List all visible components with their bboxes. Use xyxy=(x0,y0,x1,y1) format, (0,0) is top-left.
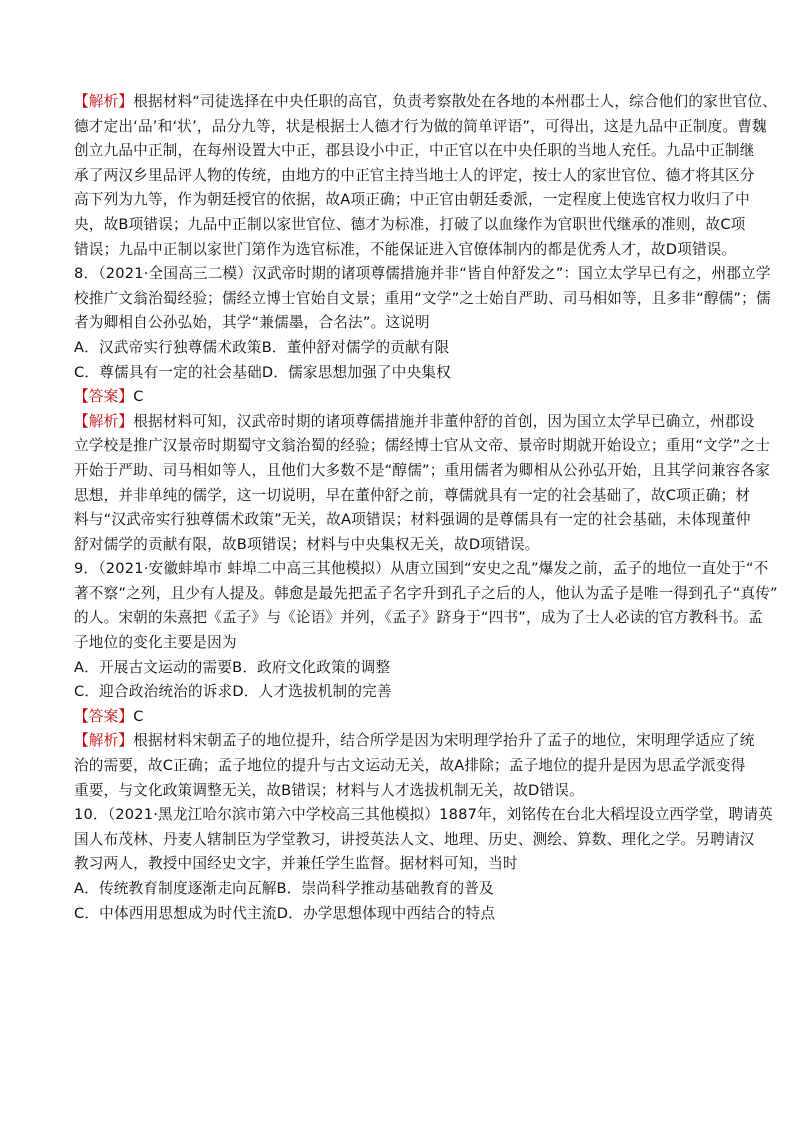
text-line xyxy=(74,410,755,435)
text-line xyxy=(74,779,744,804)
question-line xyxy=(74,287,771,312)
text-line xyxy=(74,459,771,484)
line-text: 根据材料“司徒选择在中央任职的高官，负责考察散处在各地的本州郡士人，综合他们的家世官位、 xyxy=(133,93,778,110)
line-text: C．尊儒具有一定的社会基础D．儒家思想加强了中央集权 xyxy=(74,363,451,381)
option-line xyxy=(74,656,744,681)
line-text: 高下列为九等，作为朝廷授官的依据，故A项正确；中正官由朝廷委派，一定程度上使选官权力收归了中 xyxy=(74,191,750,209)
line-text: 的人。宋朝的朱熹把《孟子》与《论语》并列，《孟子》跻身于“四书”，成为了士人必读的官方教科书。孟 xyxy=(74,609,763,627)
line-text: A．开展古文运动的需要B．政府文化政策的调整 xyxy=(74,658,391,676)
line-text: 教习两人，教授中国经史文字，并兼任学生监督。据材料可知，当时 xyxy=(74,855,518,873)
line-text: C．迎合政治统治的诉求D．人才选拔机制的完善 xyxy=(74,683,392,701)
line-text: A．汉武帝实行独尊儒术政策B．董仲舒对儒学的贡献有限 xyxy=(74,338,450,356)
text-line xyxy=(74,533,744,558)
question-line xyxy=(74,631,744,656)
option-line xyxy=(74,336,744,361)
text-line xyxy=(74,188,750,213)
text-line xyxy=(74,139,755,164)
line-text: 国人布茂林、丹麦人辖制臣为学堂教习，讲授英法人文、地理、历史、测绘、算数、理化之学。另聘请汉 xyxy=(74,830,755,848)
line-text: 著不察”之列，且少有人提及。韩愈是最先把孟子名字升到孔子之后的人，他认为孟子是唯一得到孔子“真传” xyxy=(74,584,778,602)
text-line xyxy=(74,213,744,238)
question-line xyxy=(74,557,769,582)
answer-tag: 【答案】 xyxy=(74,388,134,406)
analysis-tag: 【解析】 xyxy=(74,93,134,110)
text-line xyxy=(74,90,778,115)
line-text: 央，故B项错误；九品中正制以家世官位、德才为标准，打破了以血缘作为官职世代继承的准则，故C项 xyxy=(74,215,746,233)
option-line xyxy=(74,902,744,927)
line-text: C．中体西用思想成为时代主流D．办学思想体现中西结合的特点 xyxy=(74,904,496,922)
line-text: 8．（2021·全国高三二模）汉武帝时期的诸项尊儒措施并非“皆自仲舒发之”：国立太学早已有之，州郡立学 xyxy=(74,265,771,283)
line-text: 根据材料可知，汉武帝时期的诸项尊儒措施并非董仲舒的首创，因为国立太学早已确立，州郡设 xyxy=(133,412,755,430)
line-text: 校推广文翁治蜀经验；儒经立博士官始自文景；重用“文学”之士始自严助、司马相如等，且多非“醇儒”；儒 xyxy=(74,289,771,307)
question-line xyxy=(74,311,744,336)
line-text: A．传统教育制度逐渐走向瓦解B．崇尚科学推动基础教育的普及 xyxy=(74,880,494,897)
line-text: 料与“汉武帝实行独尊儒术政策”无关，故A项错误；材料强调的是尊儒具有一定的社会基础，未体现董仲 xyxy=(74,511,751,529)
option-line xyxy=(74,680,744,705)
question-line xyxy=(74,852,744,877)
line-text: 立学校是推广汉景帝时期蜀守文翁治蜀的经验；儒经博士官从文帝、景帝时期就开始设立；重用“文学”之士 xyxy=(74,437,771,455)
question-line xyxy=(74,582,778,607)
line-text: 承了两汉乡里品评人物的传统，由地方的中正官主持当地士人的评定，按士人的家世官位、德才将其区分 xyxy=(74,166,755,184)
answer-value: C xyxy=(133,388,144,406)
answer-value: C xyxy=(133,707,144,725)
answer-line xyxy=(74,705,744,730)
text-line xyxy=(74,754,744,779)
line-text: 创立九品中正制，在每州设置大中正，郡县设小中正，中正官以在中央任职的当地人充任。九品中正制继 xyxy=(74,142,755,160)
line-text: 9．（2021·安徽蚌埠市 蚌埠二中高三其他模拟）从唐立国到“安史之乱”爆发之前，孟子的地位一直处于“不 xyxy=(74,560,769,578)
text-line xyxy=(74,164,755,189)
text-line xyxy=(74,729,755,754)
question-line xyxy=(74,262,771,287)
line-text: 10．（2021·黑龙江哈尔滨市第六中学校高三其他模拟）1887年，刘铭传在台北大稻埕设立西学堂，聘请英 xyxy=(74,806,773,824)
line-text: 子地位的变化主要是因为 xyxy=(74,634,237,652)
option-line xyxy=(74,361,744,386)
line-text: 错误；九品中正制以家世门第作为选官标准，不能保证进入官僚体制内的都是优秀人才，故D项错误。 xyxy=(74,240,737,258)
answer-tag: 【答案】 xyxy=(74,707,134,725)
analysis-tag: 【解析】 xyxy=(74,732,134,750)
line-text: 根据材料宋朝孟子的地位提升，结合所学是因为宋明理学抬升了孟子的地位，宋明理学适应了统 xyxy=(133,732,755,750)
question-line xyxy=(74,828,755,853)
text-line xyxy=(74,508,751,533)
document-page xyxy=(74,90,778,926)
line-text: 开始于严助、司马相如等人，且他们大多数不是“醇儒”；重用儒者为卿相从公孙弘开始，且其学问兼容各家 xyxy=(74,461,771,479)
option-line xyxy=(74,877,744,902)
analysis-tag: 【解析】 xyxy=(74,412,134,430)
answer-line xyxy=(74,385,744,410)
line-text: 治的需要，故C正确；孟子地位的提升与古文运动无关，故A排除；孟子地位的提升是因为思孟学派变得 xyxy=(74,757,746,775)
line-text: 思想，并非单纯的儒学，这一切说明，早在董仲舒之前，尊儒就具有一定的社会基础了，故C项正确；材 xyxy=(74,486,751,504)
text-line xyxy=(74,238,744,263)
line-text: 重要，与文化政策调整无关，故B错误；材料与人才选拔机制无关，故D错误。 xyxy=(74,781,584,799)
question-line xyxy=(74,606,763,631)
text-line xyxy=(74,484,751,509)
line-text: 者为卿相自公孙弘始，其学“兼儒墨，合名法”。这说明 xyxy=(74,314,430,332)
text-line xyxy=(74,434,771,459)
question-line xyxy=(74,803,773,828)
line-text: 德才定出‘品’和‘状’，品分九等，状是根据士人德才行为做的简单评语”，可得出，这是九品中正制度。曹魏 xyxy=(74,117,767,135)
text-line xyxy=(74,115,767,140)
line-text: 舒对儒学的贡献有限，故B项错误；材料与中央集权无关，故D项错误。 xyxy=(74,535,540,553)
